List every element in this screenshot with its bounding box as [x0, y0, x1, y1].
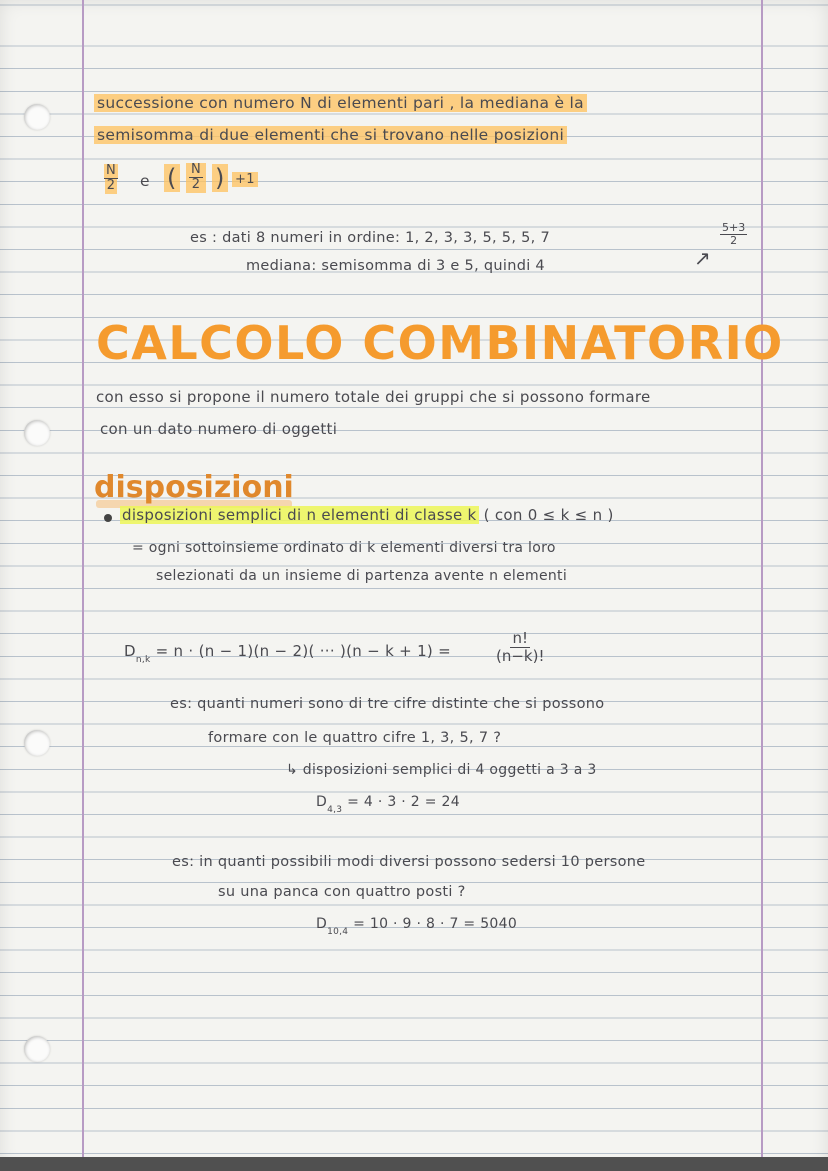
side-fraction-denominator: 2 — [730, 234, 738, 248]
formula-symbol: D — [124, 642, 136, 660]
paren-fraction-denominator: 2 — [191, 177, 200, 193]
example-1-result: = 4 · 3 · 2 = 24 — [347, 794, 460, 810]
median-line-1-text: successione con numero N di elementi pari , la mediana è la — [94, 94, 587, 112]
page-bottom-edge — [0, 1157, 828, 1171]
side-fraction-numerator: 5+3 — [722, 221, 746, 234]
definition-line-3: selezionati da un insieme di partenza avente n elementi — [156, 568, 568, 584]
conjunction-text: e — [140, 172, 150, 190]
example-1-line-2: formare con le quattro cifre 1, 3, 5, 7 ? — [208, 730, 502, 746]
position-fraction — [104, 164, 118, 194]
example-2-line-1: es: in quanti possibili modi diversi possono sedersi 10 persone — [172, 854, 646, 870]
median-line-2-text: semisomma di due elementi che si trovano nelle posizioni — [94, 126, 567, 144]
example-2-symbol: D — [316, 916, 328, 932]
median-line-1 — [94, 94, 587, 112]
binder-hole-icon — [24, 104, 50, 130]
right-margin-line — [761, 0, 763, 1171]
median-example-line-1: es : dati 8 numeri in ordine: 1, 2, 3, 3, 5, 5, 5, 7 — [190, 230, 551, 246]
example-1-symbol: D — [316, 794, 328, 810]
binder-hole-icon — [24, 730, 50, 756]
definition-line-1 — [120, 506, 614, 524]
example-2-calc — [316, 916, 518, 937]
plus-one-text: +1 — [232, 172, 258, 187]
median-line-2 — [94, 126, 567, 144]
left-margin-line — [82, 0, 84, 1171]
binder-hole-icon — [24, 1036, 50, 1062]
formula-fraction — [494, 630, 546, 664]
example-1-line-1: es: quanti numeri sono di tre cifre distinte che si possono — [170, 696, 605, 712]
definition-highlight-text: disposizioni semplici di n elementi di classe k — [122, 506, 477, 524]
formula-body: = n · (n − 1)(n − 2)( ··· )(n − k + 1) = — [155, 642, 452, 660]
median-example-line-2: mediana: semisomma di 3 e 5, quindi 4 — [246, 258, 545, 274]
position-fraction-denominator: 2 — [106, 178, 115, 194]
example-2-line-2: su una panca con quattro posti ? — [218, 884, 466, 900]
formula-fraction-denominator: (n−k)! — [496, 646, 545, 665]
paren-open: ( — [164, 164, 180, 192]
example-1-line-3: ↳ disposizioni semplici di 4 oggetti a 3 a 3 — [286, 762, 597, 778]
binder-hole-icon — [24, 420, 50, 446]
definition-condition: ( con 0 ≤ k ≤ n ) — [483, 506, 614, 524]
section-title: CALCOLO COMBINATORIO — [96, 316, 784, 370]
paren-fraction — [186, 163, 206, 193]
paren-fraction-numerator: N — [191, 162, 201, 177]
example-2-subscript: 10,4 — [327, 927, 349, 937]
example-2-result: = 10 · 9 · 8 · 7 = 5040 — [353, 916, 518, 932]
example-1-subscript: 4,3 — [327, 805, 343, 815]
side-fraction — [720, 222, 747, 247]
example-1-calc — [316, 794, 460, 815]
position-fraction-numerator: N — [106, 163, 116, 178]
bullet-icon — [104, 514, 112, 522]
paren-close: ) — [212, 164, 228, 192]
formula-fraction-numerator: n! — [512, 629, 528, 647]
subsection-heading: disposizioni — [94, 470, 294, 505]
intro-line-1: con esso si propone il numero totale dei gruppi che si possono formare — [96, 388, 651, 406]
formula-line — [124, 642, 452, 665]
arrow-icon: ↗ — [694, 246, 712, 270]
definition-line-2: = ogni sottoinsieme ordinato di k elementi diversi tra loro — [132, 540, 556, 556]
intro-line-2: con un dato numero di oggetti — [100, 420, 338, 438]
formula-subscript: n,k — [135, 655, 151, 665]
